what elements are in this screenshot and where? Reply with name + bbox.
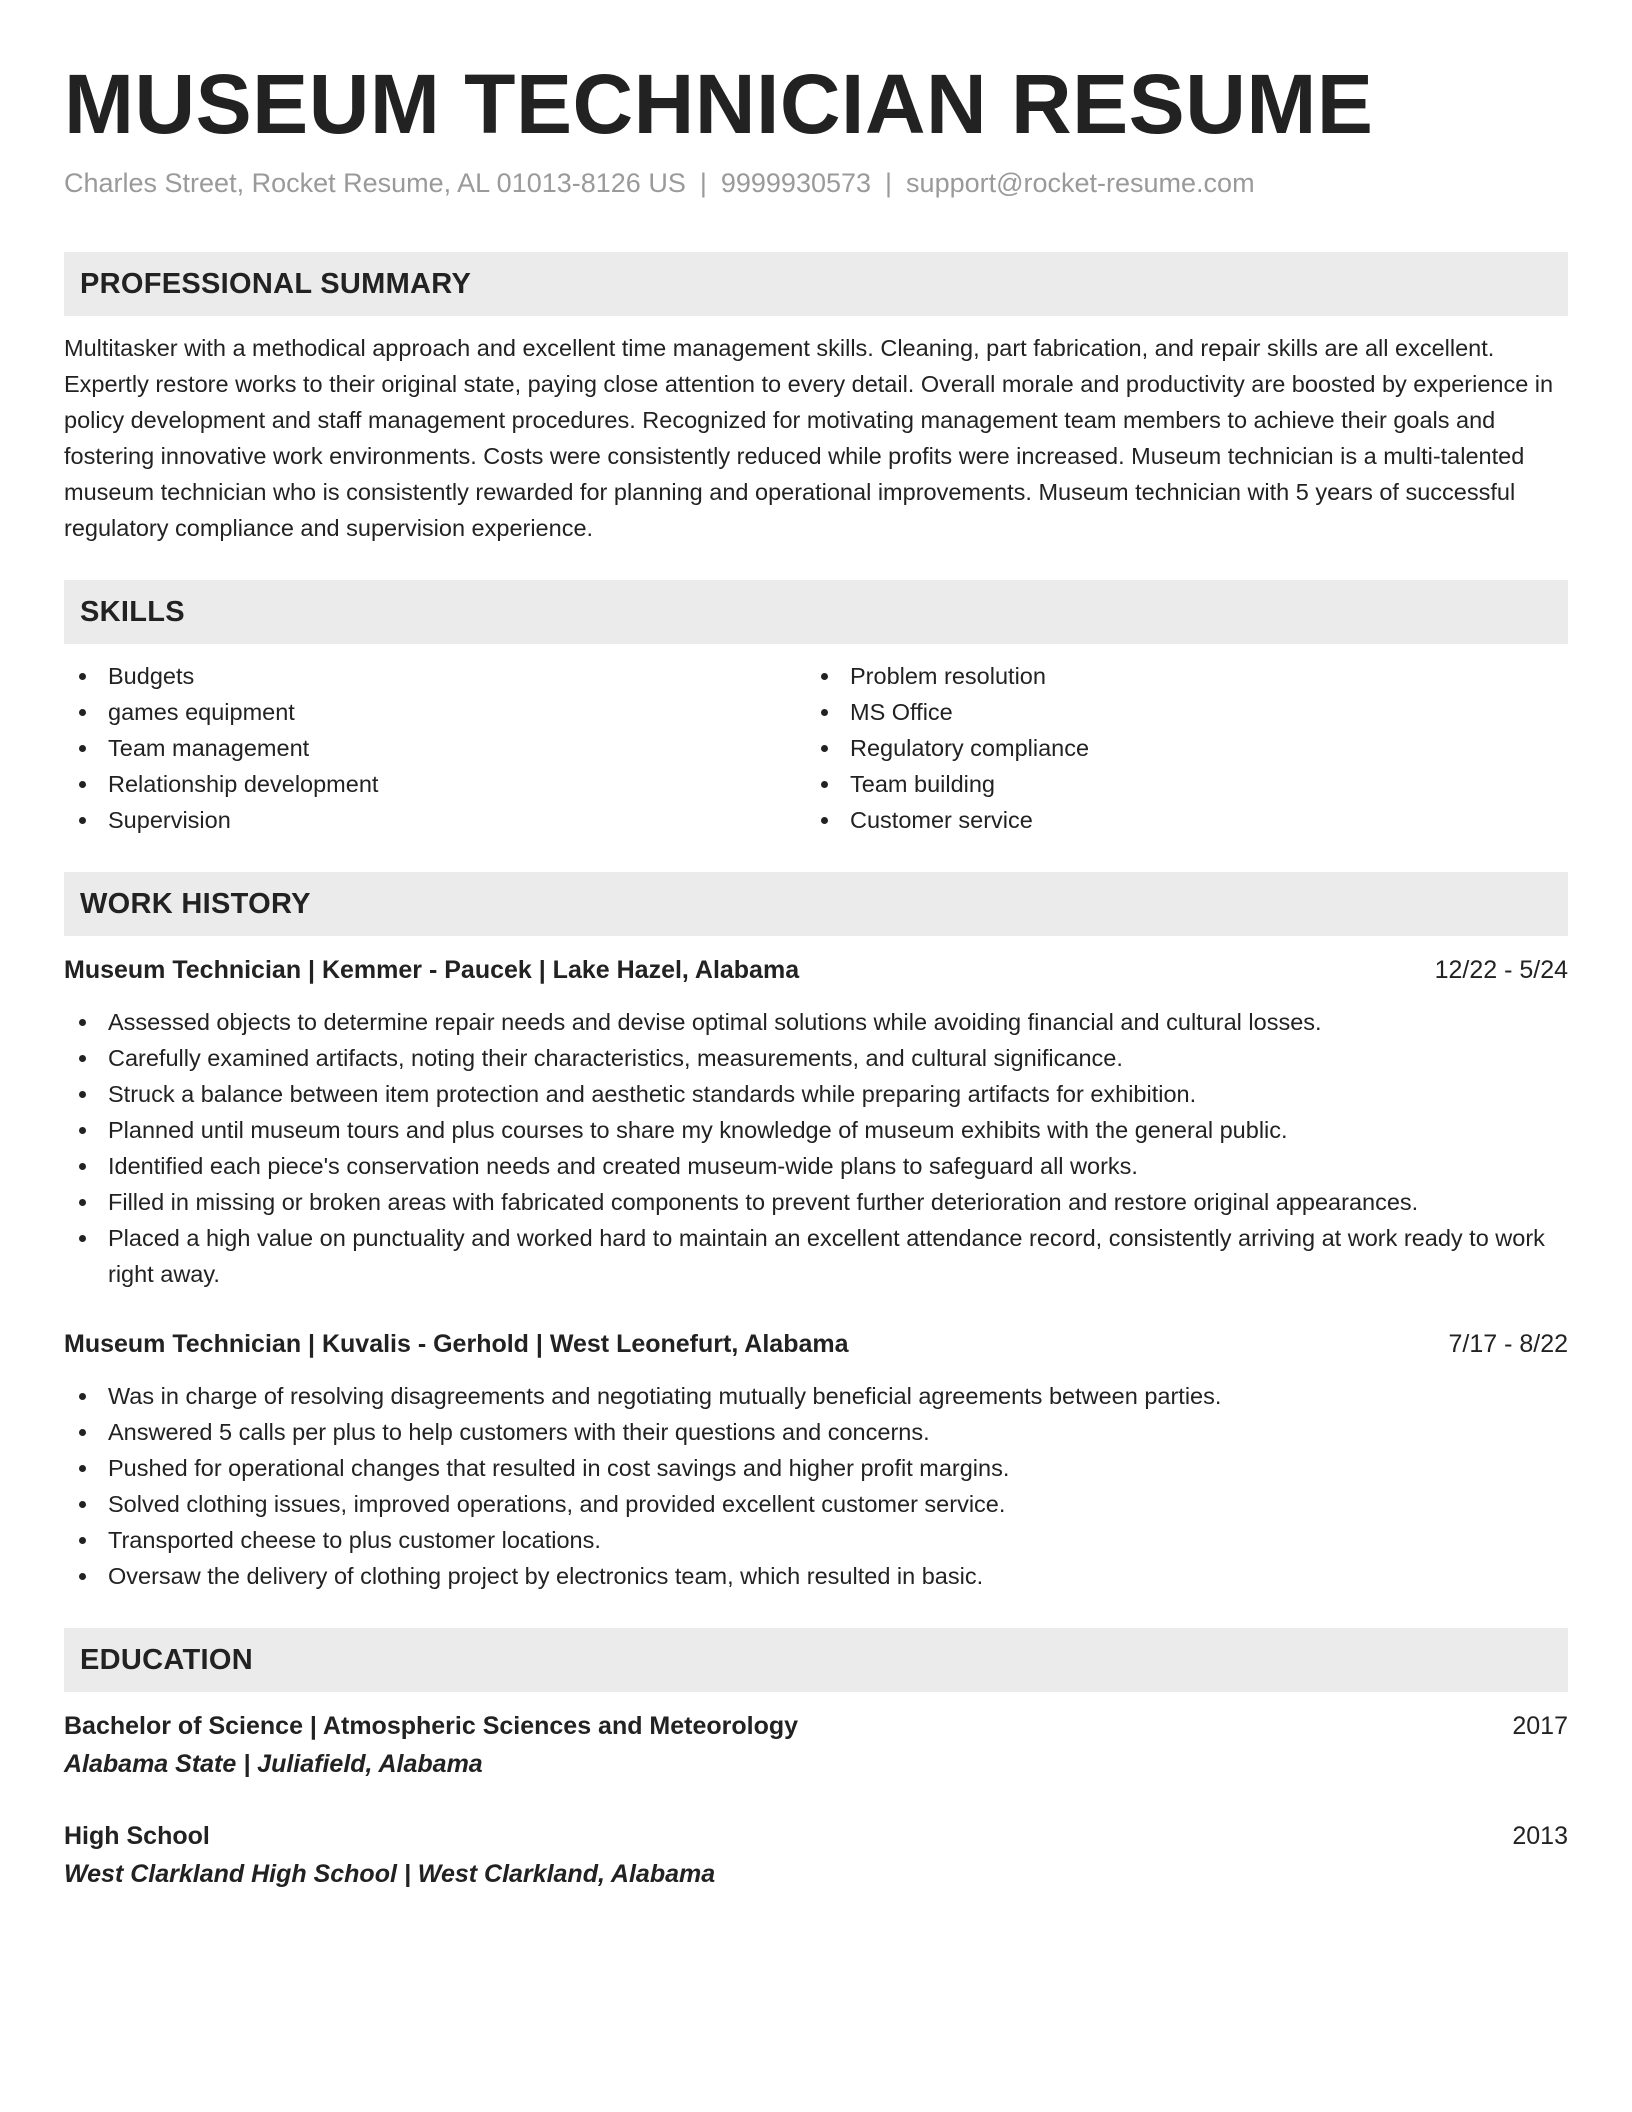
skill-item xyxy=(64,658,806,694)
job-bullet-text: Placed a high value on punctuality and worked hard to maintain an excellent attendance record, consistently arriving at work ready to work right away. xyxy=(108,1225,1545,1287)
job-bullet-text: Planned until museum tours and plus courses to share my knowledge of museum exhibits with the general public. xyxy=(108,1117,1288,1143)
bullet-icon xyxy=(79,1573,86,1580)
education-entry xyxy=(64,1708,1568,1782)
bullet-icon xyxy=(79,709,86,716)
bullet-icon xyxy=(79,673,86,680)
bullet-icon xyxy=(79,1199,86,1206)
bullet-icon xyxy=(79,1537,86,1544)
summary-section xyxy=(64,252,1568,546)
skill-item xyxy=(64,730,806,766)
education-degree: Bachelor of Science | Atmospheric Sciences and Meteorology xyxy=(64,1712,799,1740)
job-bullet xyxy=(64,1558,1568,1594)
job-dates: 12/22 - 5/24 xyxy=(1434,956,1568,984)
education-header xyxy=(64,1708,1568,1744)
education-degree: High School xyxy=(64,1822,210,1850)
bullet-icon xyxy=(79,1127,86,1134)
job-bullet-text: Struck a balance between item protection and aesthetic standards while preparing artifacts for exhibition. xyxy=(108,1081,1197,1107)
job-bullets xyxy=(64,1378,1568,1594)
job-title: Museum Technician | Kuvalis - Gerhold | West Leonefurt, Alabama xyxy=(64,1330,849,1358)
job-bullet-text: Carefully examined artifacts, noting their characteristics, measurements, and cultural significance. xyxy=(108,1045,1123,1071)
education-year: 2017 xyxy=(1512,1712,1568,1740)
skill-item xyxy=(64,694,806,730)
education-year: 2013 xyxy=(1512,1822,1568,1850)
bullet-icon xyxy=(79,1163,86,1170)
contact-address: Charles Street, Rocket Resume, AL 01013-8126 US xyxy=(64,168,686,198)
skills-section xyxy=(64,580,1568,838)
job-entry xyxy=(64,952,1568,1292)
job-bullet xyxy=(64,1414,1568,1450)
bullet-icon xyxy=(79,745,86,752)
job-title: Museum Technician | Kemmer - Paucek | Lake Hazel, Alabama xyxy=(64,956,800,984)
skill-item xyxy=(806,694,1548,730)
bullet-icon xyxy=(79,781,86,788)
skill-text: Team management xyxy=(108,735,310,761)
job-bullet xyxy=(64,1220,1568,1292)
bullet-icon xyxy=(821,817,828,824)
job-bullet xyxy=(64,1148,1568,1184)
bullet-icon xyxy=(821,781,828,788)
skill-text: Relationship development xyxy=(108,771,379,797)
contact-separator: | xyxy=(699,168,707,198)
job-bullet xyxy=(64,1378,1568,1414)
education-school: Alabama State | Juliafield, Alabama xyxy=(64,1750,483,1778)
skill-item xyxy=(806,802,1548,838)
job-bullet-text: Solved clothing issues, improved operations, and provided excellent customer service. xyxy=(108,1491,1006,1517)
resume-page xyxy=(64,0,1568,1892)
bullet-icon xyxy=(79,817,86,824)
job-bullet-text: Answered 5 calls per plus to help customers with their questions and concerns. xyxy=(108,1419,930,1445)
skill-text: Regulatory compliance xyxy=(850,735,1090,761)
skill-text: MS Office xyxy=(850,699,953,725)
skill-item xyxy=(806,766,1548,802)
education-section xyxy=(64,1628,1568,1892)
education-school: West Clarkland High School | West Clarkland, Alabama xyxy=(64,1860,716,1888)
contact-email: support@rocket-resume.com xyxy=(906,168,1255,198)
job-dates: 7/17 - 8/22 xyxy=(1448,1330,1568,1358)
contact-separator: | xyxy=(885,168,893,198)
skill-item xyxy=(64,802,806,838)
job-bullet xyxy=(64,1004,1568,1040)
skills-column-left xyxy=(64,658,806,838)
summary-heading: PROFESSIONAL SUMMARY xyxy=(64,252,1568,316)
resume-title: MUSEUM TECHNICIAN RESUME xyxy=(64,57,1374,151)
summary-text: Multitasker with a methodical approach and excellent time management skills. Cleaning, part fabrication, and repair skills are all excellent. Expertly restore works to their original state, paying close attention to every detail. Overall morale and productivity are boosted by experience in policy development and staff management procedures. Recognized for motivating management team members to achieve their goals and fostering innovative work environments. Costs were consistently reduced while profits were increased. Museum technician is a multi-talented museum technician who is consistently rewarded for planning and operational improvements. Museum technician with 5 years of successful regulatory compliance and supervision experience. xyxy=(64,335,1554,541)
skill-item xyxy=(806,730,1548,766)
job-bullet-text: Pushed for operational changes that resulted in cost savings and higher profit margins. xyxy=(108,1455,1010,1481)
job-bullet xyxy=(64,1450,1568,1486)
job-bullet-text: Assessed objects to determine repair needs and devise optimal solutions while avoiding financial and cultural losses. xyxy=(108,1009,1322,1035)
job-bullet-text: Oversaw the delivery of clothing project by electronics team, which resulted in basic. xyxy=(108,1563,984,1589)
job-bullets xyxy=(64,1004,1568,1292)
bullet-icon xyxy=(79,1091,86,1098)
bullet-icon xyxy=(79,1055,86,1062)
job-bullet-text: Filled in missing or broken areas with fabricated components to prevent further deterioration and restore original appearances. xyxy=(108,1189,1419,1215)
education-header xyxy=(64,1818,1568,1854)
contact-phone: 9999930573 xyxy=(720,168,872,198)
skill-text: Supervision xyxy=(108,807,231,833)
job-bullet-text: Was in charge of resolving disagreements and negotiating mutually beneficial agreements between parties. xyxy=(108,1383,1222,1409)
job-bullet xyxy=(64,1486,1568,1522)
bullet-icon xyxy=(79,1393,86,1400)
job-bullet-text: Transported cheese to plus customer locations. xyxy=(108,1527,601,1553)
skill-text: Customer service xyxy=(850,807,1033,833)
job-bullet xyxy=(64,1076,1568,1112)
bullet-icon xyxy=(79,1235,86,1242)
job-bullet xyxy=(64,1522,1568,1558)
skill-item xyxy=(64,766,806,802)
job-bullet xyxy=(64,1184,1568,1220)
skill-item xyxy=(806,658,1548,694)
bullet-icon xyxy=(79,1019,86,1026)
bullet-icon xyxy=(821,745,828,752)
bullet-icon xyxy=(79,1429,86,1436)
bullet-icon xyxy=(79,1465,86,1472)
bullet-icon xyxy=(821,673,828,680)
education-heading: EDUCATION xyxy=(64,1628,1568,1692)
contact-line xyxy=(64,166,1568,200)
skills-column-right xyxy=(806,658,1548,838)
skill-text: games equipment xyxy=(108,699,295,725)
work-history-heading: WORK HISTORY xyxy=(64,872,1568,936)
job-bullet xyxy=(64,1040,1568,1076)
bullet-icon xyxy=(79,1501,86,1508)
skills-columns xyxy=(64,658,1568,838)
skill-text: Team building xyxy=(850,771,996,797)
job-header xyxy=(64,1326,1568,1362)
job-bullet xyxy=(64,1112,1568,1148)
job-header xyxy=(64,952,1568,988)
job-entry xyxy=(64,1326,1568,1594)
job-bullet-text: Identified each piece's conservation needs and created museum-wide plans to safeguard all works. xyxy=(108,1153,1138,1179)
skill-text: Problem resolution xyxy=(850,663,1046,689)
work-history-section xyxy=(64,872,1568,1594)
skills-heading: SKILLS xyxy=(64,580,1568,644)
bullet-icon xyxy=(821,709,828,716)
skill-text: Budgets xyxy=(108,663,195,689)
education-entry xyxy=(64,1818,1568,1892)
